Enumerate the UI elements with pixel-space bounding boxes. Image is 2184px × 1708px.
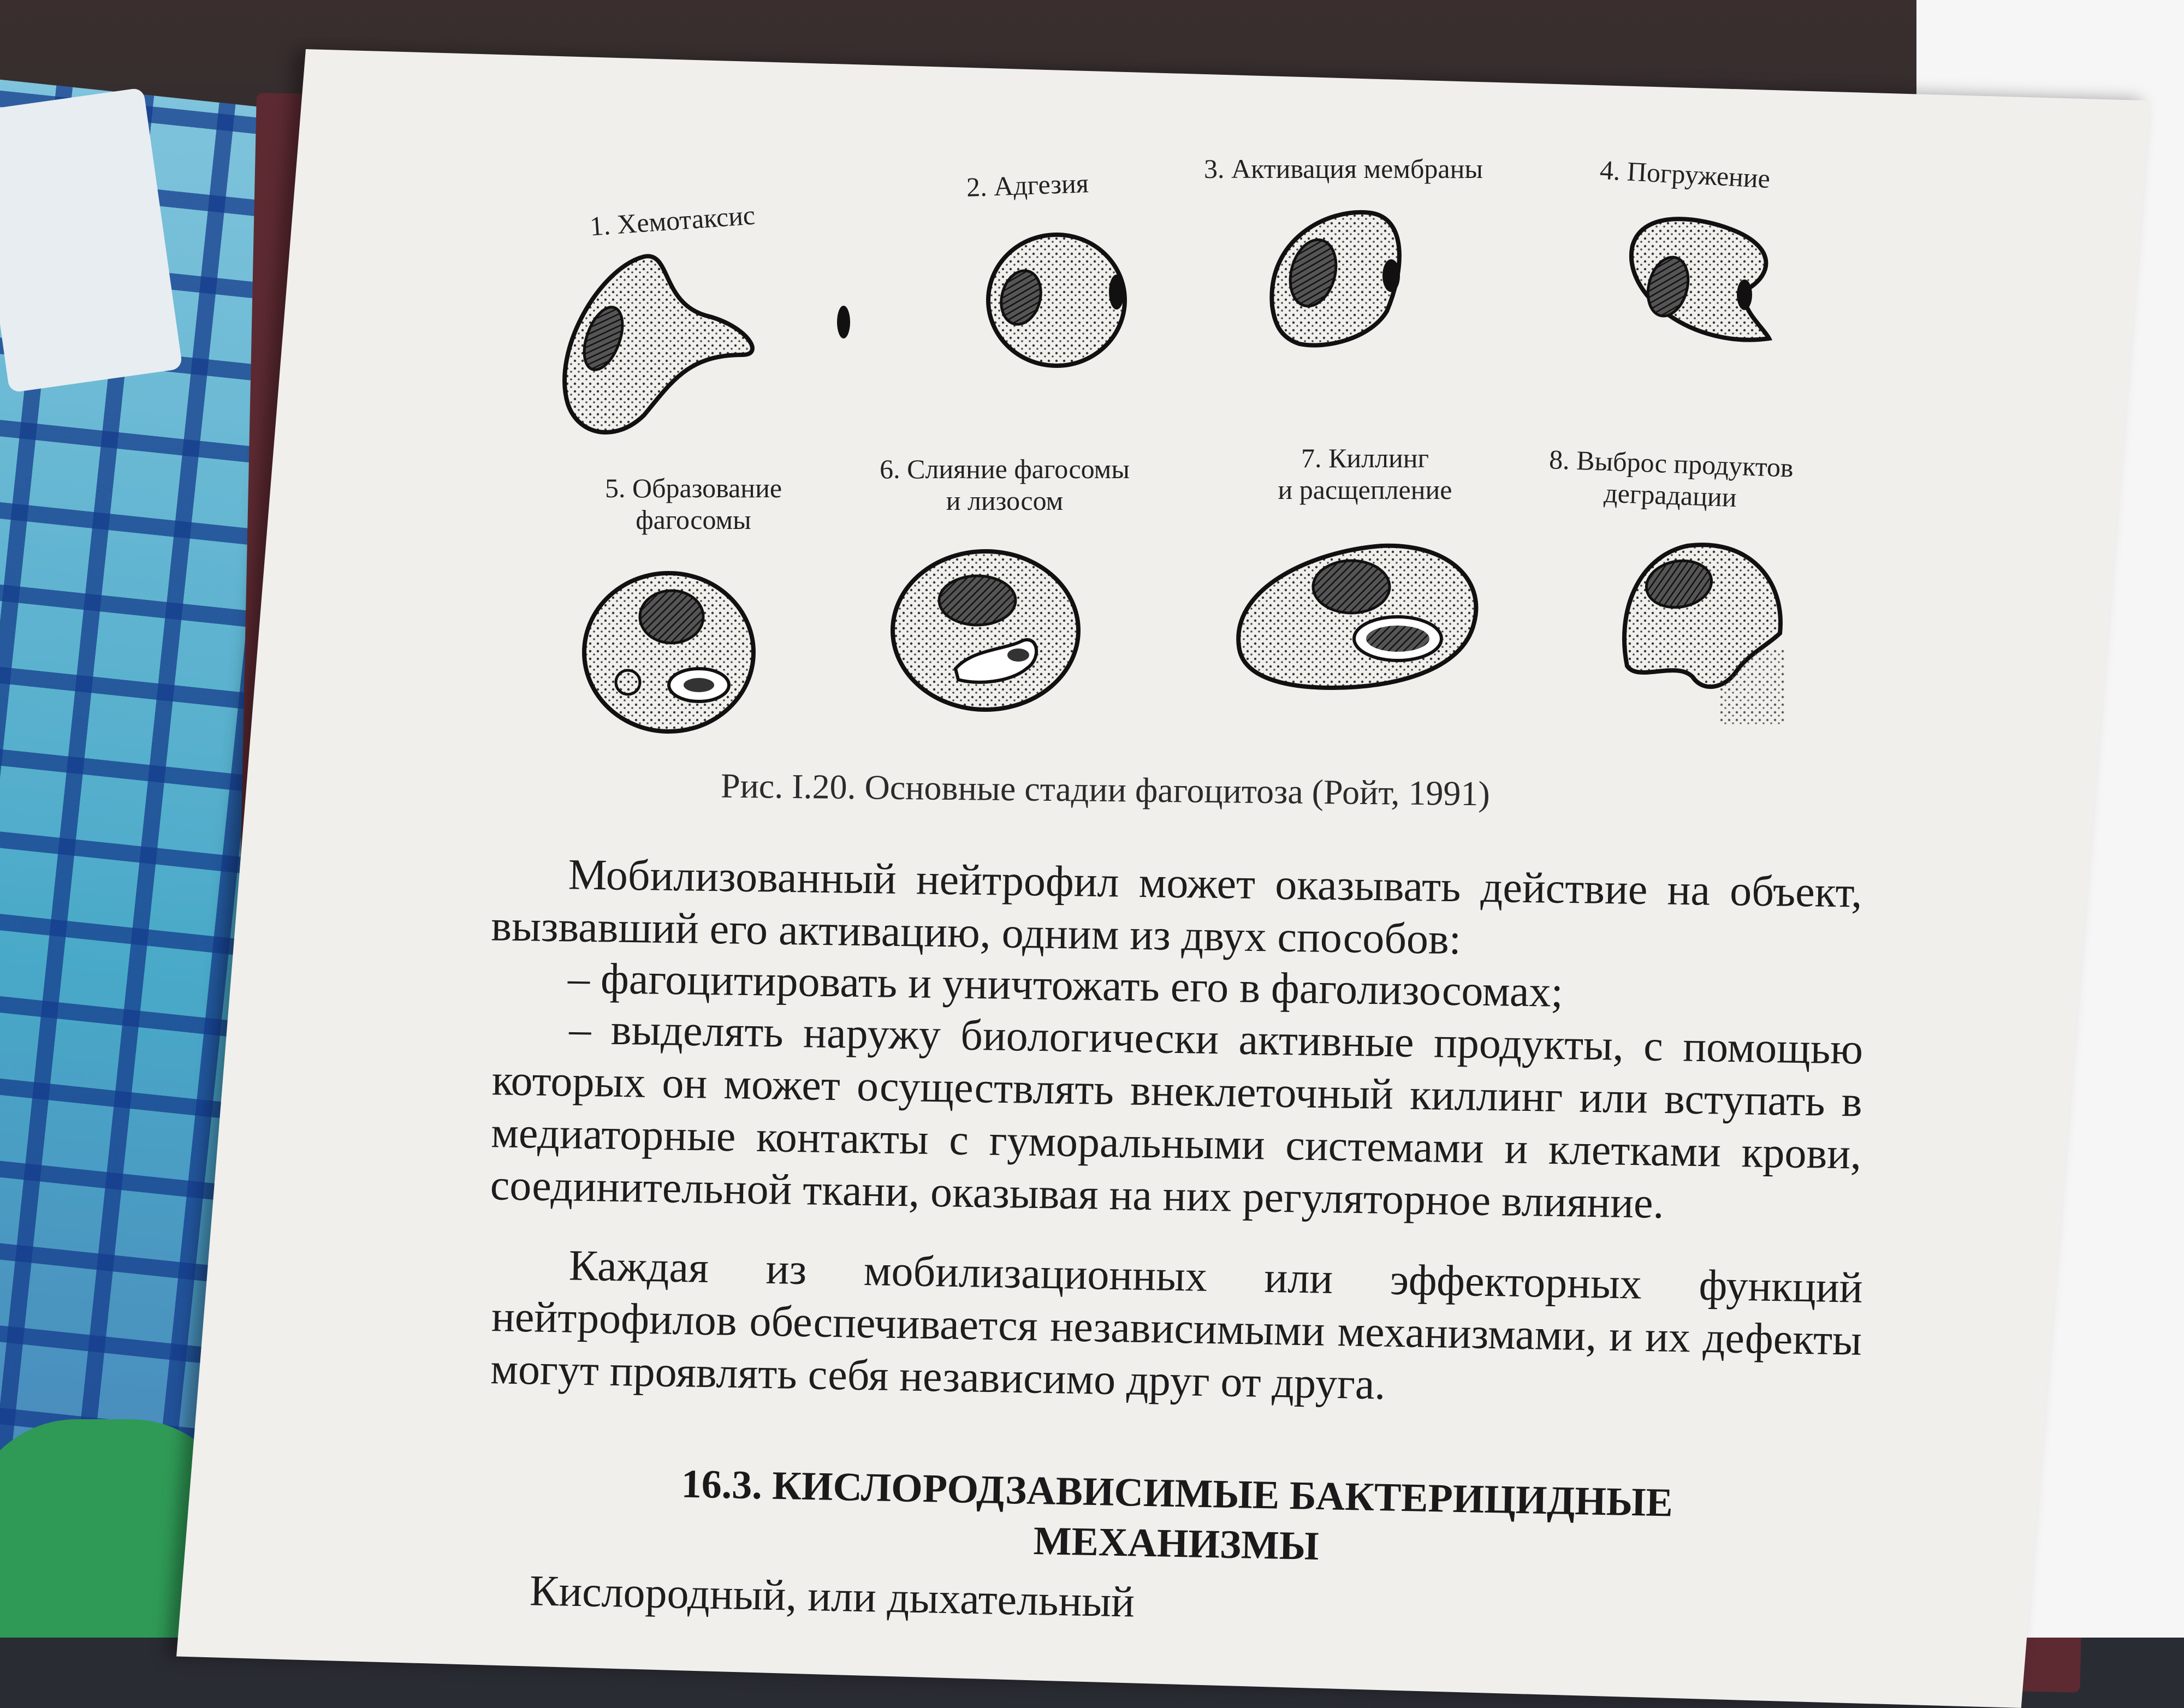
- stage-label-7: 7. Киллинг и расщепление: [1278, 443, 1452, 505]
- cell-killing: [1238, 546, 1476, 688]
- paragraph-3: – выделять наружу биологически активные продукты, с помощью которых он может осуществлять внеклеточный киллинг или вступать в медиаторные контакты с гуморальными системами и клетками крови, соединительной ткани, оказывая на них регуляторное влияние.: [490, 1005, 1863, 1228]
- cell-phagolysosome-fusion: [893, 551, 1078, 710]
- cell-product-release: [1624, 545, 1785, 726]
- stage-label-2: 2. Адгезия: [966, 168, 1089, 203]
- stage-label-6: 6. Слияние фагосомы и лизосом: [880, 454, 1130, 516]
- cell-phagosome-formation: [584, 573, 753, 731]
- figure-caption: Рис. I.20. Основные стадии фагоцитоза (Ройт, 1991): [720, 766, 1491, 813]
- stage-label-3: 3. Активация мембраны: [1204, 153, 1483, 184]
- cell-engulfment: [1631, 219, 1769, 340]
- stage-label-1: 1. Хемотаксис: [589, 199, 756, 242]
- cell-adhesion: [988, 235, 1125, 366]
- paragraph-1: Мобилизованный нейтрофил может оказывать действие на объект, вызвавший его активацию, одним из двух способов:: [490, 850, 1863, 964]
- cell-chemotaxis: [565, 256, 752, 432]
- cell-membrane-activation: [1272, 212, 1400, 346]
- page-last-line: Кислородный, или дыхательный: [529, 1567, 1135, 1627]
- stage-label-8: 8. Выброс продуктов деградации: [1548, 444, 1794, 513]
- paragraph-2: – фагоцитировать и уничтожать его в фаголизосомах;: [567, 954, 1564, 1016]
- stage-label-5: 5. Образование фагосомы: [604, 473, 782, 535]
- paragraph-4: Каждая из мобилизационных или эффекторных функций нейтрофилов обеспечивается независимыми механизмами, и их дефекты могут проявлять себя независимо друг от друга.: [490, 1241, 1863, 1409]
- section-heading: 16.3. КИСЛОРОДЗАВИСИМЫЕ БАКТЕРИЦИДНЫЕ МЕХАНИЗМЫ: [681, 1461, 1673, 1569]
- stage-label-4: 4. Погружение: [1599, 154, 1771, 194]
- bacterium: [837, 306, 850, 338]
